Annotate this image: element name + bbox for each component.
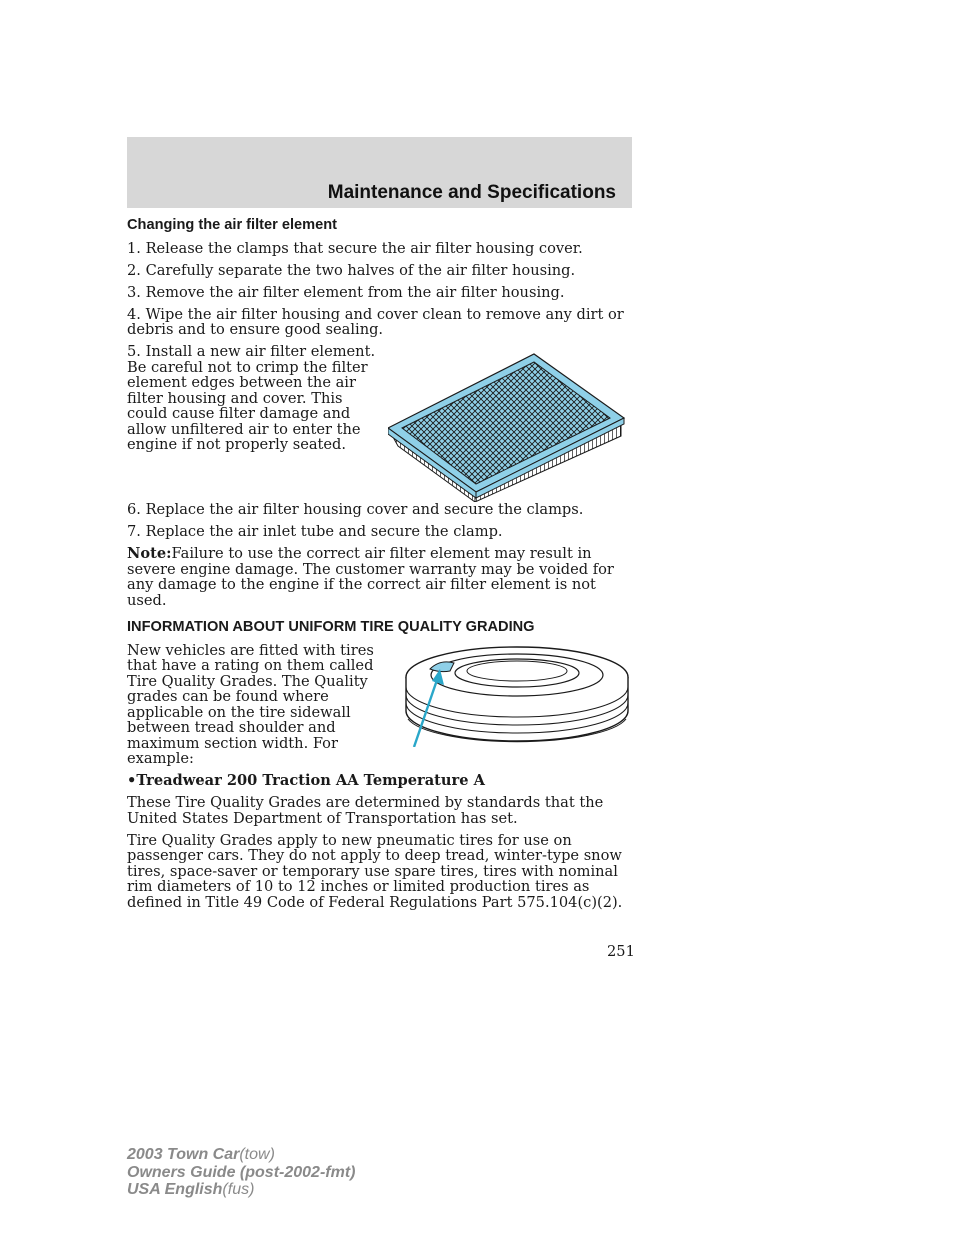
tire-paragraph-1: These Tire Quality Grades are determined by standards that the United States Department of Transportation has set.	[127, 794, 604, 827]
step-1: 1. Release the clamps that secure the air filter housing cover.	[127, 239, 583, 257]
grade-example-text: Treadwear 200 Traction AA Temperature A	[136, 772, 485, 789]
footer-model-code: (tow)	[239, 1146, 275, 1163]
step-4: 4. Wipe the air filter housing and cover clean to remove any dirt or debris and to ensure good sealing.	[127, 305, 624, 338]
footer-model: 2003 Town Car	[127, 1146, 240, 1163]
footer-block	[127, 1146, 355, 1199]
footer-language: USA English	[127, 1181, 223, 1198]
footer-language-code: (fus)	[222, 1181, 255, 1198]
header-band	[127, 137, 632, 208]
footer-line-3	[127, 1181, 355, 1199]
bullet-mark: •	[127, 772, 137, 789]
air-filter-heading: Changing the air filter element	[127, 217, 338, 233]
footer-guide: Owners Guide (post-2002-fmt)	[127, 1163, 356, 1181]
step-5-row	[127, 344, 632, 502]
footer-line-2	[127, 1164, 355, 1182]
step-3: 3. Remove the air filter element from the air filter housing.	[127, 283, 565, 301]
footer-line-1	[127, 1146, 355, 1164]
step-2: 2. Carefully separate the two halves of the air filter housing.	[127, 261, 576, 279]
tire-grade-example	[127, 773, 632, 789]
note	[127, 546, 632, 608]
step-5: 5. Install a new air filter element. Be careful not to crimp the filter element edges between the air filter housing and cover. This could cause filter damage and allow unfiltered air to enter the engine if not properly seated.	[127, 343, 376, 453]
page-content	[127, 218, 632, 917]
step-7: 7. Replace the air inlet tube and secure the clamp.	[127, 523, 503, 540]
tire-intro: New vehicles are fitted with tires that have a rating on them called Tire Quality Grades. The Quality grades can be found where applicable on the tire sidewall between tread shoulder and maximum section width. For example:	[127, 641, 374, 767]
tire-intro-row	[127, 643, 632, 774]
tire-paragraph-2: Tire Quality Grades apply to new pneumatic tires for use on passenger cars. They do not apply to deep tread, winter-type snow tires, space-saver or temporary use spare tires, tires with nominal rim diameters of 10 to 12 inches or limited production tires as defined in Title 49 Code of Federal Regulations Part 575.104(c)(2).	[127, 831, 623, 911]
note-label: Note:	[127, 545, 172, 562]
air-filter-illustration	[388, 342, 632, 502]
note-text: Failure to use the correct air filter element may result in severe engine damage. The customer warranty may be voided for any damage to the engine if the correct air filter element is not used.	[127, 545, 614, 609]
step-6: 6. Replace the air filter housing cover and secure the clamps.	[127, 501, 584, 518]
tire-illustration	[404, 645, 630, 747]
tire-grading-heading: INFORMATION ABOUT UNIFORM TIRE QUALITY GRADING	[127, 619, 535, 635]
page-number: 251	[607, 943, 635, 960]
section-title: Maintenance and Specifications	[327, 182, 616, 203]
